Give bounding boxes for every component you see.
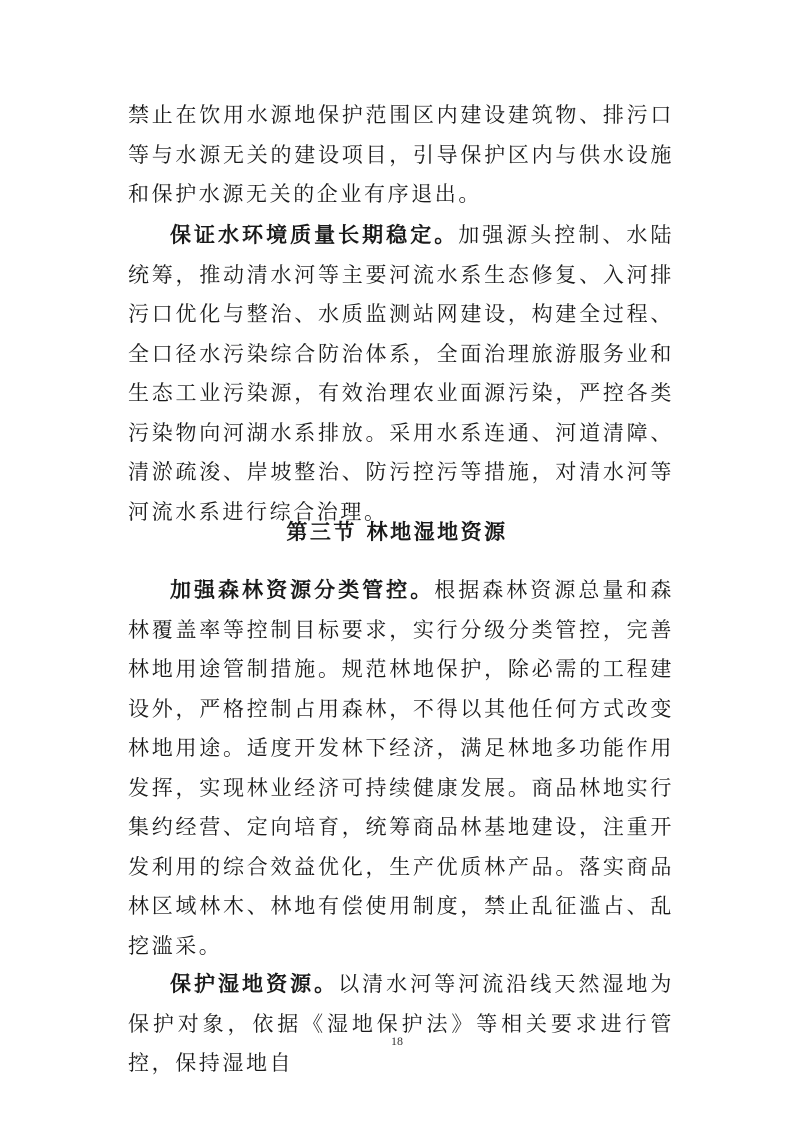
paragraph-text: 禁止在饮用水源地保护范围区内建设建筑物、排污口等与水源无关的建设项目，引导保护区内与供水设施和保护水源无关的企业有序退出。: [128, 103, 674, 206]
paragraph-text: 加强源头控制、水陆统筹，推动清水河等主要河流水系生态修复、入河排污口优化与整治、水质监测站网建设，构建全过程、全口径水污染综合防治体系，全面治理旅游服务业和生态工业污染源，有效治理农业面源污染，严控各类污染物向河湖水系排放。采用水系连通、河道清障、清淤疏浚、岸坡整治、防污控污等措施，对清水河等河流水系进行综合治理。: [128, 223, 674, 524]
page-number: 18: [391, 1034, 403, 1048]
paragraph-lead-text: 保证水环境质量长期稳定。: [170, 222, 459, 247]
paragraph-water-source-protection: [128, 96, 674, 215]
paragraph-lead-text: 保护湿地资源。: [170, 971, 339, 996]
paragraph-lead-text: 加强森林资源分类管控。: [170, 577, 435, 602]
section-heading: 第三节 林地湿地资源: [286, 519, 508, 544]
paragraph-forest-resources: [128, 570, 674, 966]
paragraph-text: 根据森林资源总量和森林覆盖率等控制目标要求，实行分级分类管控，完善林地用途管制措施。规范林地保护，除必需的工程建设外，严格控制占用森林，不得以其他任何方式改变林地用途。适度开发林下经济，满足林地多功能作用发挥，实现林业经济可持续健康发展。商品林地实行集约经营、定向培育，统筹商品林基地建设，注重开发利用的综合效益优化，生产优质林产品。落实商品林区域林木、林地有偿使用制度，禁止乱征滥占、乱挖滥采。: [128, 578, 674, 958]
paragraph-water-environment: [128, 215, 674, 532]
paragraph-text: 以清水河等河流沿线天然湿地为保护对象，依据《湿地保护法》等相关要求进行管控，保持湿地自: [128, 972, 674, 1075]
paragraph-wetland-resources: [128, 964, 674, 1084]
